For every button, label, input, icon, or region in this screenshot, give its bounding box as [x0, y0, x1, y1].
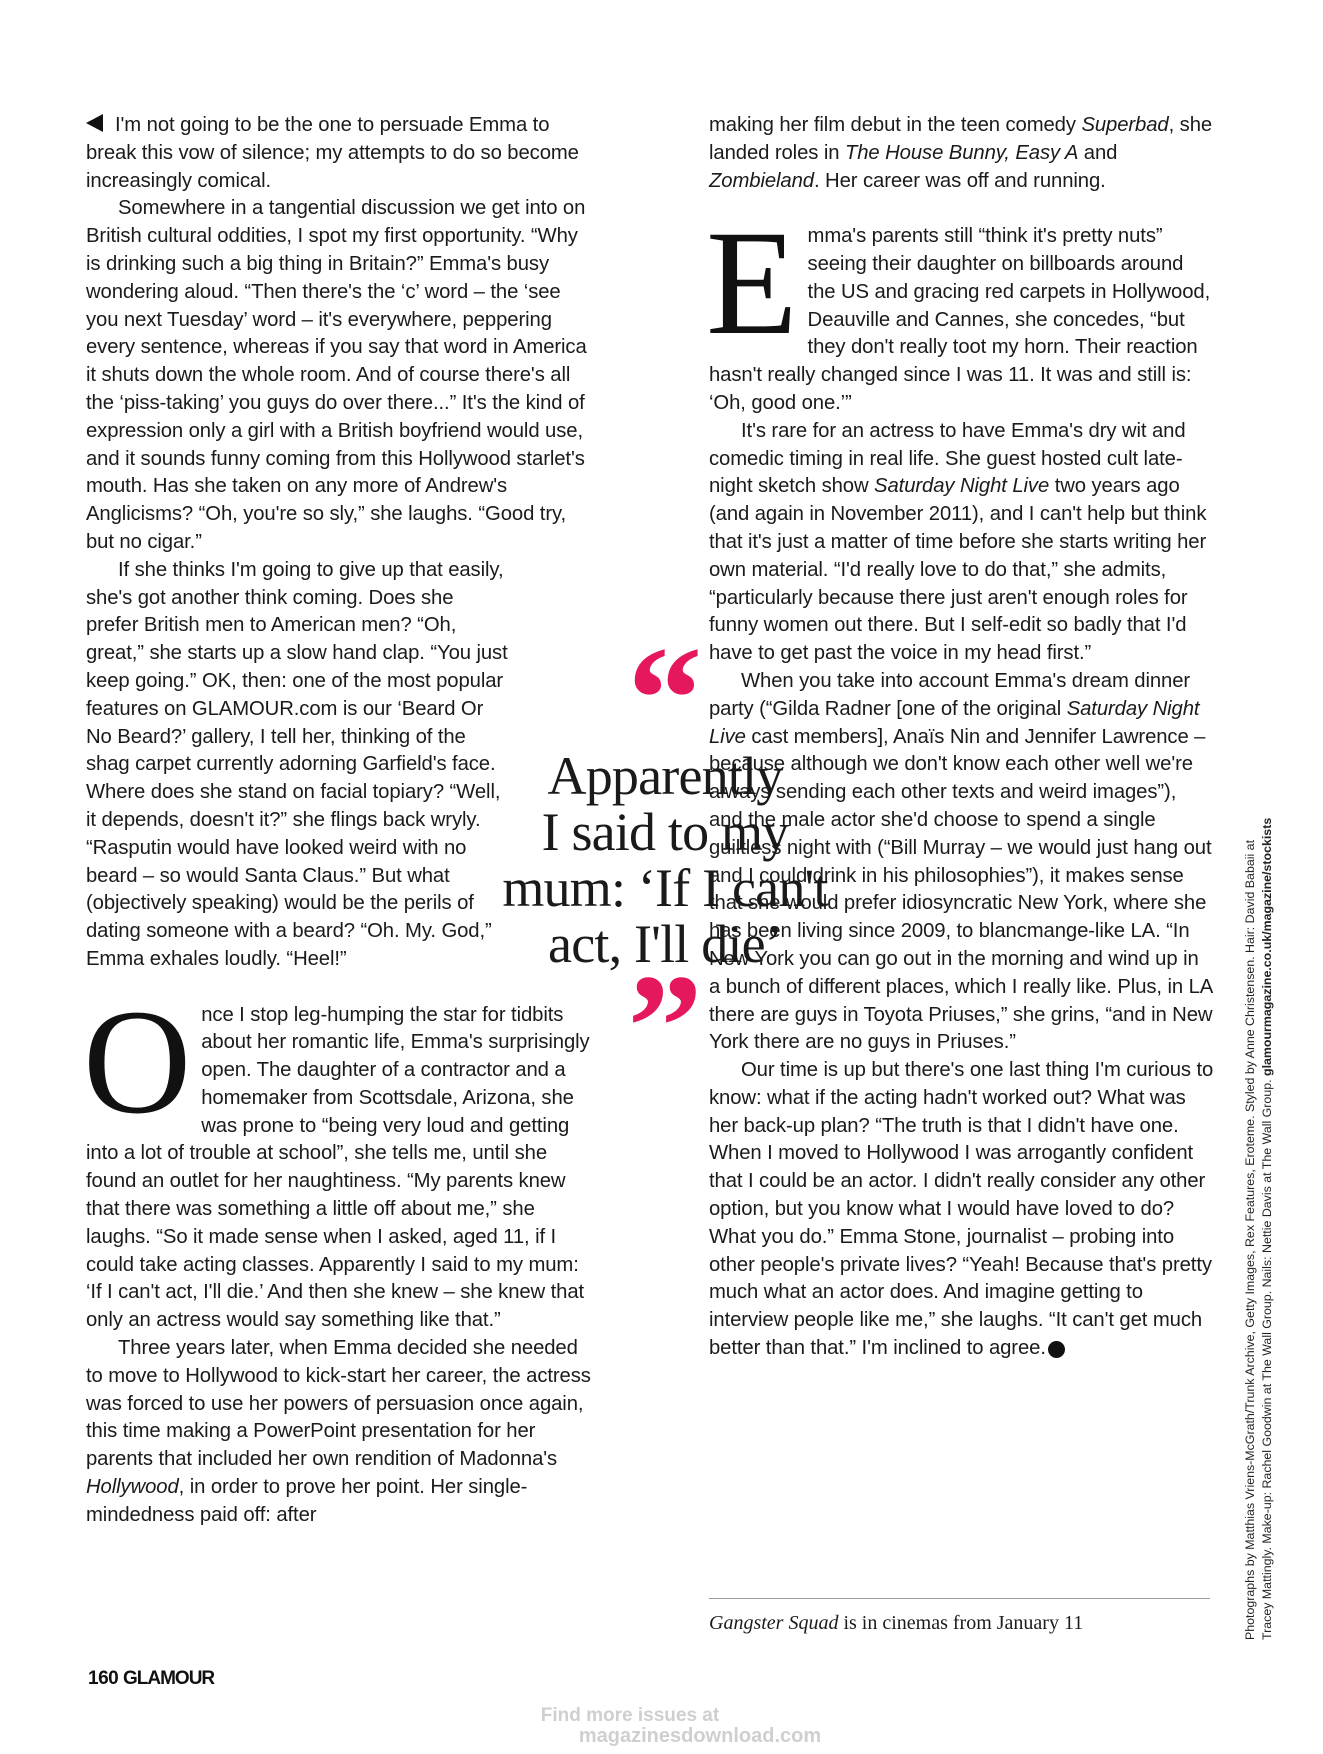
paragraph: making her film debut in the teen comedy Superbad, she landed roles in The House Bunny, Easy A and Zombieland. Her career was off and running.: [709, 114, 1213, 192]
paragraph: When you take into account Emma's dream dinner party (“Gilda Radner [one of the original Saturday Night Live cast members], Anaïs Nin and Jennifer Lawrence – because although we don't know each other well we're always sending each other texts and weird images”), and the male actor she'd choose to spend a single guiltless night with (“Bill Murray – we would just hang out and I could drink in his philosophies”), it makes sense that she would prefer idiosyncratic New York, where she has been living since 2009, to blancmange-like LA. “In New York you can go out in the morning and wind up in a bunch of different places, which I really like. Plus, in LA there are guys in Toyota Priuses,” she grins, “and in New York there are no guys in Priuses.”: [709, 669, 1213, 1054]
release-note: Gangster Squad is in cinemas from January 11: [709, 1612, 1084, 1634]
paragraph: Our time is up but there's one last thing I'm curious to know: what if the acting hadn't worked out? What was her back-up plan? “The truth is that I didn't have one. When I moved to Hollywood I was arrogantly confident that I could be an actor. I didn't really consider any other option, but you know what I would have loved to do? What you do.” Emma Stone, journalist – probing into other people's private lives? “Yeah! Because that's pretty much what an actor does. And imagine getting to interview people like me,” she laughs. “It can't get much better than that.” I'm inclined to agree. G: [709, 1059, 1214, 1360]
pull-quote-text: Apparently I said to my mum: ‘If I can't act, I'll die’: [502, 746, 828, 974]
pull-quote: [490, 616, 840, 1110]
brand-logo: GLAMOUR: [122, 1668, 215, 1689]
open-quote-mark: “: [627, 616, 703, 782]
stockists-link[interactable]: glamourmagazine.co.uk/magazine/stockists: [1260, 817, 1274, 1076]
paragraph: Three years later, when Emma decided she needed to move to Hollywood to kick-start her career, the actress was forced to use her powers of persuasion once again, this time making a PowerPoint presentation for her parents that included her own rendition of Madonna's Hollywood, in order to prove her point. Her single-mindedness paid off: after: [86, 1337, 591, 1526]
close-quote-mark: ”: [627, 944, 703, 1110]
divider: [709, 1598, 1210, 1599]
watermark: Find more issues at magazinesdownload.com: [540, 1705, 822, 1747]
back-triangle-icon: [86, 114, 103, 132]
paragraph: It's rare for an actress to have Emma's dry wit and comedic timing in real life. She guest hosted cult late-night sketch show Saturday Night Live two years ago (and again in November 2011), and I can't help but think that it's just a matter of time before she starts writing her own material. “I'd really love to do that,” she admits, “particularly because there just aren't enough roles for funny women out there. But I self-edit so badly that I'd have to get past the voice in my head first.”: [709, 419, 1207, 665]
paragraph: Somewhere in a tangential discussion we get into on British cultural oddities, I spot my first opportunity. “Why is drinking such a big thing in Britain?” Emma's busy wondering aloud. “Then there's the ‘c’ word – the ‘see you next Tuesday’ word – it's everywhere, peppering every sentence, whereas if you say that word in America it shuts down the whole room. And of course there's all the ‘piss-taking’ you guys do over there...” It's the kind of expression only a girl with a British boyfriend would use, and it sounds funny coming from this Hollywood starlet's mouth. Has she taken on any more of Andrew's Anglicisms? “Oh, you're so sly,” she laughs. “Good try, but no cigar.”: [86, 197, 587, 553]
drop-cap: E: [706, 200, 798, 367]
paragraph: If she thinks I'm going to give up that easily, she's got another think coming. Does she prefer British men to American men? “Oh, great,” she starts up a slow hand clap. “You just keep going.” OK, then: one of the most popular features on GLAMOUR.com is our ‘Beard Or No Beard?’ gallery, I tell her, thinking of the shag carpet currently adorning Garfield's face. Where does she stand on facial topiary? “Well, it depends, doesn't it?” she flings back wryly. “Rasputin would have looked weird with no beard – so would Santa Claus.” But what (objectively speaking) would be the perils of dating someone with a beard? “Oh. My. God,” Emma exhales loudly. “Heel!”: [86, 558, 508, 970]
drop-cap: O: [83, 978, 192, 1145]
paragraph: I'm not going to be the one to persuade Emma to break this vow of silence; my attempts to do so become increasingly comical.: [86, 114, 579, 192]
glamour-end-mark-icon: G: [1048, 1341, 1065, 1358]
paragraph-dropcap: Emma's parents still “think it's pretty nuts” seeing their daughter on billboards around the US and gracing red carpets in Hollywood, Deauville and Cannes, she concedes, “but they don't really toot my horn. Their reaction hasn't really changed since I was 11. It was and still is: ‘Oh, good one.’”: [706, 200, 1211, 414]
paragraph-dropcap: Once I stop leg-humping the star for tidbits about her romantic life, Emma's surprisingly open. The daughter of a contractor and a homemaker from Scottsdale, Arizona, she was prone to “being very loud and getting into a lot of trouble at school”, she tells me, until she found an outlet for her naughtiness. “My parents knew that there was something a little off about me,” she laughs. “So it made sense when I asked, aged 11, if I could take acting classes. Apparently I said to my mum: ‘If I can't act, I'll die.’ And then she knew – she knew that only an actress would say something like that.”: [83, 978, 590, 1332]
page-number: 160: [88, 1668, 119, 1689]
photo-credits: Photographs by Matthias Vriens-McGrath/Trunk Archive, Getty Images, Rex Features, Eroteme. Styled by Anne Christensen. Hair: David Babaii at Tracey Mattingly. Make-up: Rachel Goodwin at The Wall Group. Nails: Nettie Davis at The Wall Group. glamourmagazine.co.uk/magazine/stockists: [1243, 817, 1274, 1640]
page-folio: [88, 1668, 214, 1690]
